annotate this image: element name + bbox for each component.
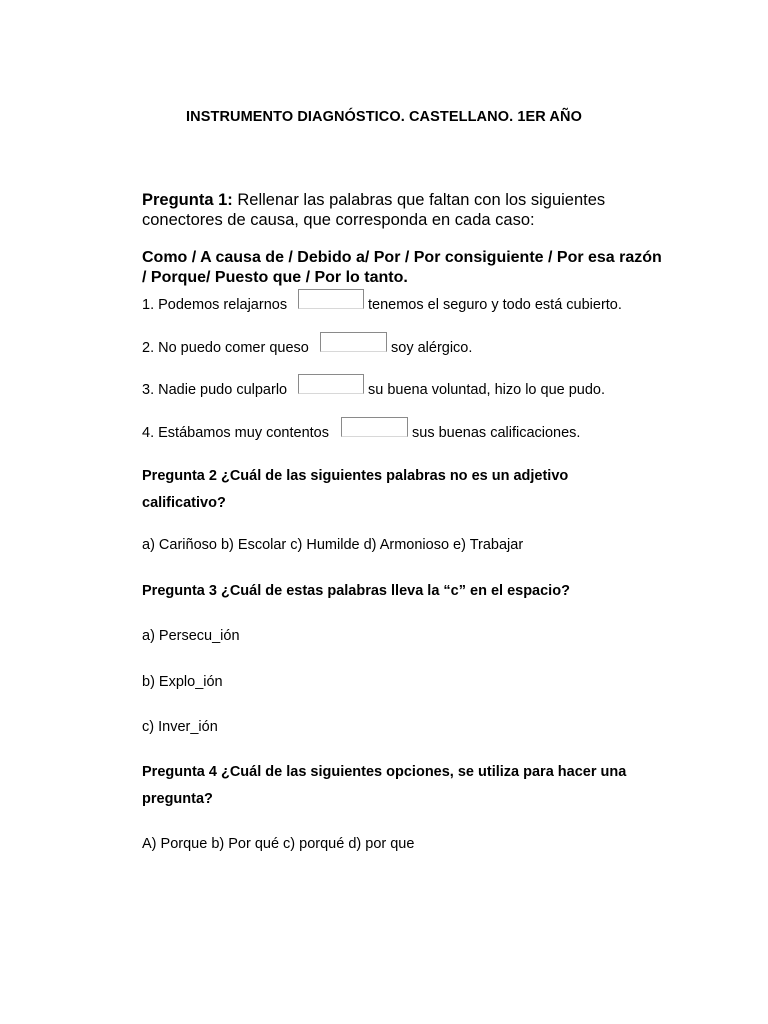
question-1-label: Pregunta 1: xyxy=(142,191,233,209)
fill-item-4 xyxy=(142,425,329,441)
question-4-heading: Pregunta 4 ¿Cuál de las siguientes opciones, se utiliza para hacer una pregunta? xyxy=(142,764,627,807)
fill-item-4-before: 4. Estábamos muy contentos xyxy=(142,425,329,441)
connector-list: Como / A causa de / Debido a/ Por / Por consiguiente / Por esa razón / Porque/ Puesto que / Por lo tanto. xyxy=(142,249,662,286)
question-1-text: Rellenar las palabras que faltan con los siguientes conectores de causa, que corresponda en cada caso: xyxy=(142,191,606,229)
fill-item-1-before: 1. Podemos relajarnos xyxy=(142,297,288,313)
fill-item-1-after: tenemos el seguro y todo está cubierto. xyxy=(368,297,622,313)
fill-item-2-before: 2. No puedo comer queso xyxy=(142,340,309,356)
fill-blank-4[interactable] xyxy=(341,417,408,437)
fill-item-2-after-wrap xyxy=(391,340,472,356)
question-3-option-a: a) Persecu_ión xyxy=(142,628,240,644)
fill-item-3-after-wrap xyxy=(368,382,605,398)
fill-blank-1[interactable] xyxy=(298,289,364,309)
fill-item-2-after: soy alérgico. xyxy=(391,340,473,356)
fill-blank-2[interactable] xyxy=(320,332,387,352)
fill-item-3 xyxy=(142,382,287,398)
fill-item-2 xyxy=(142,340,309,356)
question-1-prompt xyxy=(142,190,662,230)
fill-item-3-after: su buena voluntad, hizo lo que pudo. xyxy=(368,382,606,398)
question-4-options: A) Porque b) Por qué c) porqué d) por que xyxy=(142,836,415,852)
fill-item-4-after-wrap xyxy=(412,425,580,441)
fill-item-1-after-wrap xyxy=(368,297,622,313)
fill-item-4-after: sus buenas calificaciones. xyxy=(412,425,581,441)
question-2-options: a) Cariñoso b) Escolar c) Humilde d) Armonioso e) Trabajar xyxy=(142,537,524,553)
fill-item-3-before: 3. Nadie pudo culparlo xyxy=(142,382,288,398)
question-2-heading: Pregunta 2 ¿Cuál de las siguientes palabras no es un adjetivo calificativo? xyxy=(142,468,569,511)
document-title: INSTRUMENTO DIAGNÓSTICO. CASTELLANO. 1ER AÑO xyxy=(186,109,582,125)
question-3-option-c: c) Inver_ión xyxy=(142,719,218,735)
fill-item-1 xyxy=(142,297,287,313)
fill-blank-3[interactable] xyxy=(298,374,364,394)
question-3-option-b: b) Explo_ión xyxy=(142,674,223,690)
question-3-heading: Pregunta 3 ¿Cuál de estas palabras lleva la “c” en el espacio? xyxy=(142,583,570,599)
